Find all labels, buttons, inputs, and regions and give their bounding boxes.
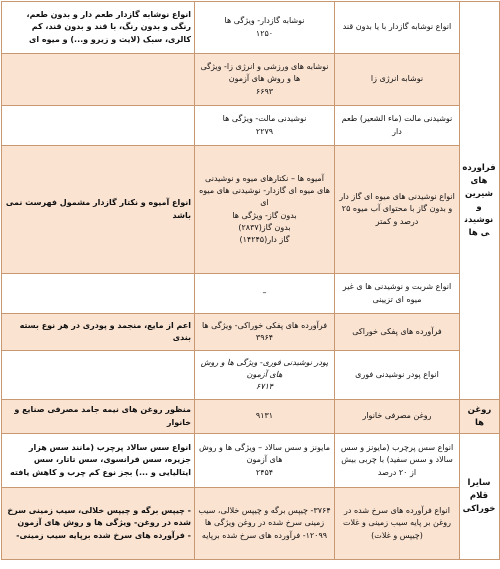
table-row <box>2 434 500 488</box>
description-cell: انواع سس سالاد پرچرب (مانند سس هزار جزیره، سس فرانسوی، سس تاتار، سس ایتالیایی و ...) بجز نوع کم چرب و کاهش یافته <box>2 434 195 488</box>
table-row <box>2 106 500 146</box>
standard-cell: نوشابه های ورزشی و انرژی زا- ویژگی ها و روش های آزمون ۶۶۹۳ <box>195 54 335 106</box>
description-cell <box>2 106 195 146</box>
category-other-food: سایرا قلام خوراکی <box>460 434 500 560</box>
standard-cell: – <box>195 274 335 314</box>
product-cell: انواع شربت و نوشیدنی ها ی غیر میوه ای تزیینی <box>335 274 460 314</box>
standard-cell: ۹۱۳۱ <box>195 400 335 434</box>
table-row <box>2 274 500 314</box>
description-cell: - چیپس برگه و چیپس خلالی، سیب زمینی سرخ شده در روغن- ویژگی ها و روش های آزمون - فرآورده های سرخ شده برپایه سیب زمینی- <box>2 488 195 560</box>
category-oils: روغن ها <box>460 400 500 434</box>
category-beverages: فراورده های شیرین و نوشیدنی ها <box>460 2 500 400</box>
product-cell: انواع سس پرچرب (مایونز و سس سالاد و سس سفید) با چربی بیش از ۲۰ درصد <box>335 434 460 488</box>
product-cell: فرآورده های پفکی خوراکی <box>335 314 460 351</box>
table-row <box>2 488 500 560</box>
description-cell <box>2 274 195 314</box>
standard-cell: نوشابه گازدار- ویژگی ها ۱۲۵۰ <box>195 2 335 54</box>
description-cell: انواع نوشابه گازدار طعم دار و بدون طعم، رنگی و بدون رنگ، با قند و بدون قند، کم کالری، سبک (لایت و زیرو و...) و میوه ای <box>2 2 195 54</box>
table-row <box>2 2 500 54</box>
standard-cell: آمیوه ها – نکتارهای میوه و نوشیدنی های میوه ای گازدار- نوشیدنی های میوه ای بدون گاز- ویژگی ها بدون گاز(۲۸۳۷) گاز دار(۱۴۲۴۵) <box>195 146 335 274</box>
description-cell: منظور روغن های نیمه جامد مصرفی صنایع و خانوار <box>2 400 195 434</box>
description-cell: اعم از مایع، منجمد و پودری در هر نوع بسته بندی <box>2 314 195 351</box>
product-cell: انواع نوشیدنی های میوه ای گاز دار و بدون گاز با محتوای آب میوه ۲۵ درصد و کمتر <box>335 146 460 274</box>
product-cell: انواع پودر نوشیدنی فوری <box>335 351 460 400</box>
standard-cell: نوشیدنی مالت- ویژگی ها ۲۲۷۹ <box>195 106 335 146</box>
product-standards-table <box>1 1 500 560</box>
standard-cell: مایونز و سس سالاد – ویژگی ها و روش های آزمون ۲۴۵۴ <box>195 434 335 488</box>
product-cell: نوشیدنی مالت (ماء الشعیر) طعم دار <box>335 106 460 146</box>
description-cell: انواع آمیوه و نکتار گازدار مشمول فهرست نمی باشد <box>2 146 195 274</box>
description-cell <box>2 54 195 106</box>
table-row <box>2 400 500 434</box>
table-row <box>2 146 500 274</box>
description-cell <box>2 351 195 400</box>
standard-cell: ۳۷۶۴- چیپس برگه و چیپس خلالی، سیب زمینی سرخ شده در روغن ویژگی ها ۱۲۰۹۹- فرآورده های سرخ شده برپایه <box>195 488 335 560</box>
table-row <box>2 54 500 106</box>
product-cell: انواع نوشابه گازدار با یا بدون قند <box>335 2 460 54</box>
standard-cell: پودر نوشیدنی فوری- ویژگی ها و روش های آزمون ۶۷۱۴ <box>195 351 335 400</box>
product-cell: نوشابه انرژی زا <box>335 54 460 106</box>
table-row <box>2 351 500 400</box>
table-row <box>2 314 500 351</box>
standard-cell: فرآورده های پفکی خوراکی- ویژگی ها ۳۹۶۴ <box>195 314 335 351</box>
product-cell: روغن مصرفی خانوار <box>335 400 460 434</box>
product-cell: انواع فرآورده های سرخ شده در روغن بر پایه سیب زمینی و غلات (چیپس و غلات) <box>335 488 460 560</box>
